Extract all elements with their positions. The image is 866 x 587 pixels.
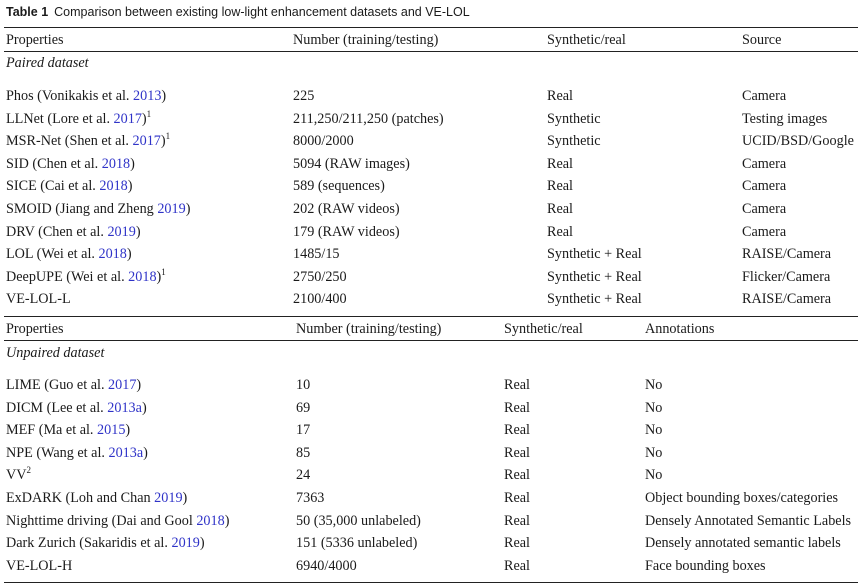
- type-cell: Synthetic + Real: [547, 246, 642, 263]
- citation-link[interactable]: 2017: [113, 110, 142, 127]
- table-row: [0, 490, 866, 511]
- header-row: [0, 32, 866, 53]
- type-cell: Real: [504, 399, 530, 416]
- section-label: Paired dataset: [6, 55, 89, 71]
- number-cell: 5094 (RAW images): [293, 155, 410, 172]
- closing-paren: ): [130, 155, 135, 172]
- type-cell: Real: [547, 178, 573, 195]
- annotations-cell: No: [645, 444, 663, 461]
- dataset-name-cell: [6, 377, 141, 394]
- type-cell: Real: [504, 377, 530, 393]
- annotations-cell: Object bounding boxes/categories: [645, 490, 839, 506]
- table-label: Table 1: [6, 5, 49, 19]
- source-cell: Flicker/Camera: [742, 268, 831, 285]
- closing-paren: ): [125, 422, 131, 439]
- dataset-name: NPE (Wang et al.: [6, 444, 109, 461]
- dataset-name: Phos (Vonikakis et al.: [6, 88, 134, 104]
- dataset-name: DeepUPE (Wei et al.: [6, 268, 129, 285]
- source-cell: Camera: [742, 178, 787, 195]
- dataset-name: LLNet (Lore et al.: [6, 110, 114, 127]
- dataset-name-cell: [6, 490, 187, 507]
- table-row: [0, 445, 866, 466]
- dataset-name: VE-LOL-L: [6, 291, 71, 308]
- type-cell: Real: [547, 223, 573, 240]
- source-cell: Camera: [742, 155, 787, 172]
- header-row: [0, 321, 866, 342]
- section-label: Unpaired dataset: [6, 345, 105, 361]
- dataset-name: DRV (Chen et al.: [6, 223, 108, 240]
- footnote-marker: 1: [161, 266, 166, 277]
- column-header: Properties: [6, 321, 64, 337]
- source-cell: Camera: [742, 223, 787, 240]
- closing-paren: ): [199, 535, 205, 552]
- type-cell: Real: [547, 88, 573, 104]
- dataset-name: DICM (Lee et al.: [6, 399, 108, 416]
- number-cell: 211,250/211,250 (patches): [293, 110, 444, 127]
- number-cell: 179 (RAW videos): [293, 223, 400, 240]
- dataset-name: SICE (Cai et al.: [6, 178, 100, 195]
- number-cell: 2100/400: [293, 291, 347, 308]
- closing-paren: ): [126, 246, 132, 263]
- dataset-name: VV: [6, 467, 27, 484]
- dataset-name-cell: [6, 467, 31, 484]
- dataset-name-cell: [6, 156, 135, 173]
- dataset-name-cell: [6, 445, 148, 462]
- table-row: [0, 377, 866, 398]
- closing-paren: ): [160, 133, 166, 150]
- table-row: [0, 178, 866, 199]
- citation-link[interactable]: 2019: [171, 535, 200, 552]
- dataset-name-cell: [6, 558, 72, 575]
- table-row: [0, 422, 866, 443]
- number-cell: 2750/250: [293, 268, 347, 285]
- table-row: [0, 400, 866, 421]
- column-header: Synthetic/real: [547, 32, 626, 48]
- citation-link[interactable]: 2017: [132, 133, 161, 150]
- number-cell: 85: [296, 444, 311, 461]
- number-cell: 10: [296, 377, 311, 393]
- header-rule: [4, 340, 858, 341]
- annotations-cell: No: [645, 377, 663, 393]
- number-cell: 202 (RAW videos): [293, 201, 400, 217]
- citation-link[interactable]: 2018: [101, 155, 131, 172]
- citation-link[interactable]: 2019: [154, 490, 183, 506]
- dataset-name: ExDARK (Loh and Chan: [6, 490, 155, 506]
- citation-link[interactable]: 2019: [107, 223, 136, 240]
- type-cell: Real: [504, 512, 530, 529]
- dataset-name-cell: [6, 513, 229, 530]
- column-header: Synthetic/real: [504, 321, 583, 337]
- table-row: [0, 513, 866, 534]
- source-cell: UCID/BSD/Google: [742, 133, 854, 150]
- citation-link[interactable]: 2013a: [107, 399, 142, 416]
- number-cell: 7363: [296, 490, 325, 506]
- table-row: [0, 266, 866, 290]
- closing-paren: ): [185, 201, 191, 217]
- type-cell: Real: [547, 201, 573, 217]
- bottom-rule: [4, 582, 858, 583]
- dataset-name-cell: [6, 201, 190, 218]
- closing-paren: ): [143, 444, 148, 461]
- column-header: Source: [742, 32, 782, 48]
- number-cell: 151 (5336 unlabeled): [296, 535, 418, 552]
- dataset-name: LOL (Wei et al.: [6, 246, 99, 263]
- footnote-marker: 2: [26, 465, 31, 476]
- number-cell: 8000/2000: [293, 133, 354, 150]
- header-rule: [4, 51, 858, 52]
- type-cell: Synthetic: [547, 110, 601, 127]
- annotations-cell: Densely annotated semantic labels: [645, 535, 841, 552]
- column-header: Number (training/testing): [293, 32, 439, 48]
- source-cell: RAISE/Camera: [742, 246, 832, 263]
- dataset-name: Dark Zurich (Sakaridis et al.: [6, 535, 172, 552]
- closing-paren: ): [141, 399, 147, 416]
- source-cell: Testing images: [742, 110, 828, 127]
- dataset-name-cell: [6, 266, 166, 286]
- dataset-name-cell: [6, 400, 147, 417]
- dataset-name: MEF (Ma et al.: [6, 422, 98, 439]
- dataset-name: LIME (Guo et al.: [6, 377, 109, 393]
- footnote-marker: 1: [146, 108, 152, 119]
- table-title: Comparison between existing low-light enhancement datasets and VE-LOL: [54, 5, 470, 19]
- number-cell: 50 (35,000 unlabeled): [296, 512, 421, 529]
- table-row: [0, 291, 866, 312]
- source-cell: RAISE/Camera: [742, 291, 832, 308]
- type-cell: Synthetic + Real: [547, 291, 642, 308]
- number-cell: 6940/4000: [296, 557, 357, 574]
- closing-paren: ): [182, 490, 188, 506]
- top-rule: [4, 27, 858, 28]
- citation-link[interactable]: 2017: [108, 377, 137, 393]
- citation-link[interactable]: 2018: [99, 178, 128, 195]
- dataset-name: MSR-Net (Shen et al.: [6, 133, 133, 150]
- closing-paren: ): [156, 268, 162, 285]
- type-cell: Real: [547, 155, 573, 172]
- citation-link[interactable]: 2018: [128, 268, 157, 285]
- dataset-name-cell: [6, 535, 205, 552]
- closing-paren: ): [224, 512, 230, 529]
- dataset-name-cell: [6, 133, 170, 150]
- closing-paren: ): [161, 88, 167, 104]
- section-divider-rule: [4, 316, 858, 317]
- table-row: [0, 246, 866, 267]
- annotations-cell: Face bounding boxes: [645, 557, 766, 574]
- citation-link[interactable]: 2019: [157, 201, 186, 217]
- citation-link[interactable]: 2018: [196, 512, 225, 529]
- number-cell: 24: [296, 467, 311, 484]
- table-row: [0, 535, 866, 556]
- table-row: [0, 467, 866, 488]
- column-header: Annotations: [645, 321, 715, 337]
- dataset-name-cell: [6, 291, 71, 308]
- type-cell: Real: [504, 422, 530, 439]
- dataset-name-cell: [6, 246, 132, 263]
- table-caption: [6, 4, 470, 20]
- closing-paren: ): [127, 178, 133, 195]
- table-row: [0, 133, 866, 154]
- table-row: [0, 156, 866, 177]
- annotations-cell: No: [645, 399, 663, 416]
- number-cell: 1485/15: [293, 246, 340, 263]
- footnote-marker: 1: [165, 131, 171, 142]
- column-header: Properties: [6, 32, 64, 48]
- table-row: [0, 558, 866, 579]
- closing-paren: ): [136, 377, 142, 393]
- closing-paren: ): [135, 223, 141, 240]
- dataset-name-cell: [6, 88, 166, 105]
- dataset-name: SID (Chen et al.: [6, 155, 102, 172]
- closing-paren: ): [141, 110, 147, 127]
- number-cell: 225: [293, 88, 315, 104]
- dataset-name-cell: [6, 422, 130, 439]
- annotations-cell: Densely Annotated Semantic Labels: [645, 512, 852, 529]
- type-cell: Real: [504, 467, 530, 484]
- source-cell: Camera: [742, 201, 787, 217]
- dataset-name: VE-LOL-H: [6, 557, 73, 574]
- type-cell: Synthetic + Real: [547, 268, 642, 285]
- number-cell: 17: [296, 422, 311, 439]
- dataset-name: Nighttime driving (Dai and Gool: [6, 512, 197, 529]
- number-cell: 69: [296, 399, 311, 416]
- type-cell: Real: [504, 535, 530, 552]
- dataset-name-cell: [6, 178, 133, 195]
- table-row: [0, 108, 866, 132]
- type-cell: Synthetic: [547, 133, 601, 150]
- annotations-cell: No: [645, 467, 663, 484]
- citation-link[interactable]: 2013a: [108, 444, 144, 461]
- dataset-name-cell: [6, 108, 152, 128]
- type-cell: Real: [504, 557, 530, 574]
- column-header: Number (training/testing): [296, 321, 442, 337]
- table-row: [0, 201, 866, 222]
- citation-link[interactable]: 2018: [98, 246, 127, 263]
- number-cell: 589 (sequences): [293, 178, 385, 195]
- dataset-name-cell: [6, 224, 141, 241]
- table-row: [0, 224, 866, 245]
- source-cell: Camera: [742, 88, 787, 104]
- type-cell: Real: [504, 444, 530, 461]
- citation-link[interactable]: 2015: [97, 422, 126, 439]
- table-row: [0, 88, 866, 109]
- annotations-cell: No: [645, 422, 663, 439]
- type-cell: Real: [504, 490, 530, 506]
- dataset-name: SMOID (Jiang and Zheng: [6, 201, 158, 217]
- citation-link[interactable]: 2013: [133, 88, 162, 104]
